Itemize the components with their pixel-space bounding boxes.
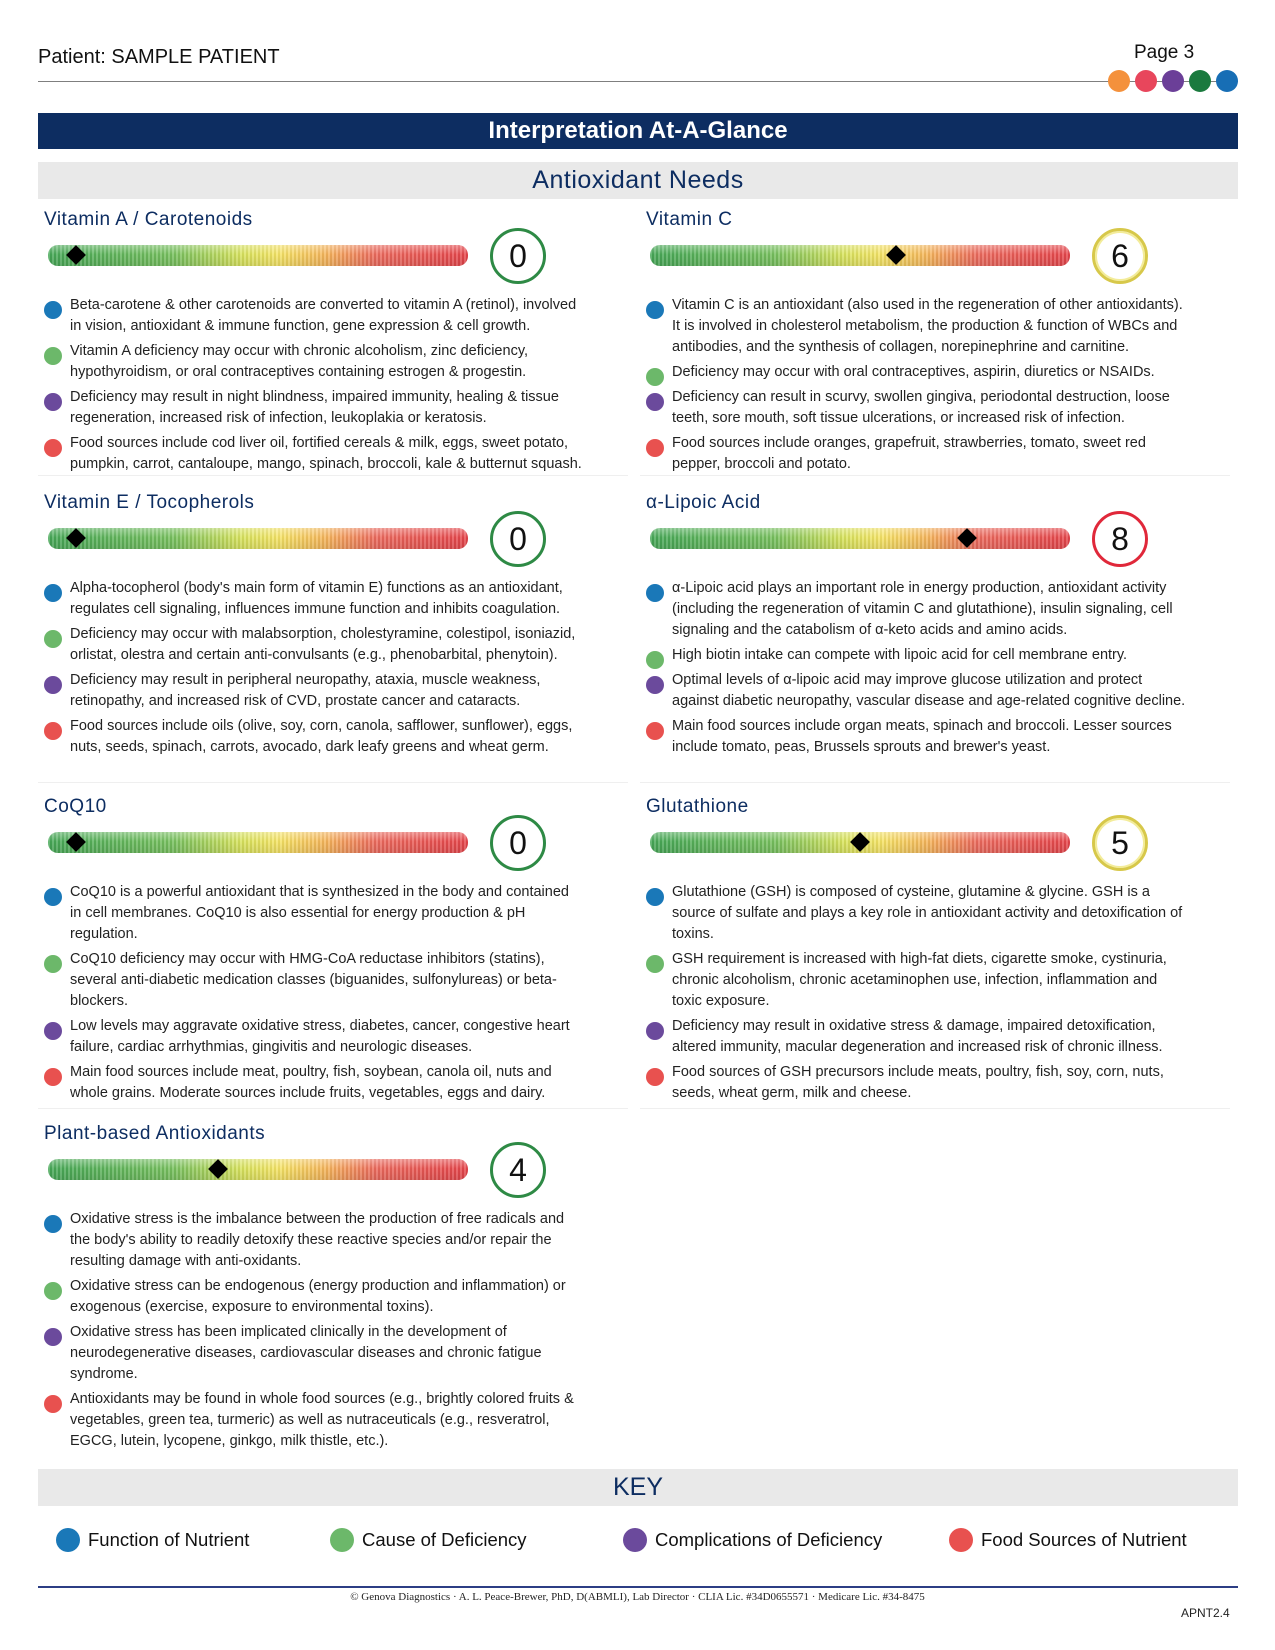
list-item: CoQ10 deficiency may occur with HMG-CoA reductase inhibitors (statins), several anti-diabetic medication classes (biguanides, sulfonylureas) or beta-blockers. <box>44 949 584 1012</box>
key-complications: Complications of Deficiency <box>623 1528 882 1552</box>
list-item: Main food sources include organ meats, spinach and broccoli. Lesser sources include tomato, peas, Brussels sprouts and brewer's yeast. <box>646 716 1186 758</box>
bullet-list <box>44 295 584 479</box>
list-item: Antioxidants may be found in whole food sources (e.g., brightly colored fruits & vegetables, green tea, turmeric) as well as nutraceuticals (e.g., resveratrol, EGCG, lutein, lycopene, ginkgo, milk thistle, etc.). <box>44 1389 584 1452</box>
list-item: Vitamin A deficiency may occur with chronic alcoholism, zinc deficiency, hypothyroidism, or oral contraceptives containing estrogen & progestin. <box>44 341 584 383</box>
bullet-list <box>44 578 584 762</box>
section-title: Vitamin C <box>646 209 733 230</box>
cause-bullet-icon <box>44 1282 62 1300</box>
food-key-icon <box>949 1528 973 1552</box>
header-dot <box>1162 70 1184 92</box>
header-dot <box>1216 70 1238 92</box>
list-item: Optimal levels of α-lipoic acid may improve glucose utilization and protect against diabetic neuropathy, vascular disease and age-related cognitive decline. <box>646 670 1186 712</box>
list-item: Food sources of GSH precursors include meats, poultry, fish, soy, corn, nuts, seeds, wheat germ, milk and cheese. <box>646 1062 1186 1104</box>
key-function: Function of Nutrient <box>56 1528 249 1552</box>
header-dot <box>1108 70 1130 92</box>
list-item: Oxidative stress can be endogenous (energy production and inflammation) or exogenous (exercise, exposure to environmental toxins). <box>44 1276 584 1318</box>
list-item: Glutathione (GSH) is composed of cysteine, glutamine & glycine. GSH is a source of sulfate and plays a key role in antioxidant activity and detoxification of toxins. <box>646 882 1186 945</box>
bullet-list <box>44 882 584 1108</box>
section-divider <box>38 1108 628 1109</box>
bullet-list <box>44 1209 584 1456</box>
cause-bullet-icon <box>44 347 62 365</box>
complication-bullet-icon <box>44 676 62 694</box>
section-divider <box>38 475 628 476</box>
score-bar <box>48 245 468 266</box>
complication-key-icon <box>623 1528 647 1552</box>
score-circle: 0 <box>490 815 546 871</box>
cause-bullet-icon <box>646 955 664 973</box>
list-item: High biotin intake can compete with lipoic acid for cell membrane entry. <box>646 645 1186 666</box>
list-item: Deficiency may occur with oral contraceptives, aspirin, diuretics or NSAIDs. <box>646 362 1186 383</box>
interpretation-banner: Interpretation At-A-Glance <box>38 113 1238 149</box>
document-code: APNT2.4 <box>1181 1606 1230 1620</box>
header-dot <box>1135 70 1157 92</box>
header-divider <box>38 81 1238 82</box>
patient-name: Patient: SAMPLE PATIENT <box>38 46 280 68</box>
score-bar <box>650 245 1070 266</box>
score-circle: 8 <box>1092 511 1148 567</box>
function-bullet-icon <box>44 888 62 906</box>
header-dots <box>1108 70 1242 92</box>
key-food-sources: Food Sources of Nutrient <box>949 1528 1187 1552</box>
food-bullet-icon <box>44 1395 62 1413</box>
section-divider <box>38 782 628 783</box>
list-item: Oxidative stress is the imbalance between the production of free radicals and the body's ability to readily detoxify these reactive species and/or repair the resulting damage with anti-oxidants. <box>44 1209 584 1272</box>
list-item: CoQ10 is a powerful antioxidant that is synthesized in the body and contained in cell membranes. CoQ10 is also essential for energy production & pH regulation. <box>44 882 584 945</box>
list-item: Oxidative stress has been implicated clinically in the development of neurodegenerative diseases, cardiovascular diseases and chronic fatigue syndrome. <box>44 1322 584 1385</box>
list-item: Alpha-tocopherol (body's main form of vitamin E) functions as an antioxidant, regulates cell signaling, influences immune function and inhibits coagulation. <box>44 578 584 620</box>
function-bullet-icon <box>646 301 664 319</box>
header-dot <box>1189 70 1211 92</box>
complication-bullet-icon <box>44 1328 62 1346</box>
list-item: Deficiency may result in oxidative stress & damage, impaired detoxification, altered immunity, macular degeneration and increased risk of chronic illness. <box>646 1016 1186 1058</box>
complication-bullet-icon <box>44 1022 62 1040</box>
complication-bullet-icon <box>646 676 664 694</box>
cause-key-icon <box>330 1528 354 1552</box>
list-item: Deficiency may result in peripheral neuropathy, ataxia, muscle weakness, retinopathy, and increased risk of CVD, prostate cancer and cataracts. <box>44 670 584 712</box>
cause-bullet-icon <box>44 630 62 648</box>
score-bar <box>48 832 468 853</box>
list-item: GSH requirement is increased with high-fat diets, cigarette smoke, cystinuria, chronic alcoholism, chronic acetaminophen use, infection, inflammation and toxic exposure. <box>646 949 1186 1012</box>
list-item: Low levels may aggravate oxidative stress, diabetes, cancer, congestive heart failure, cardiac arrhythmias, gingivitis and neurologic diseases. <box>44 1016 584 1058</box>
section-divider <box>640 782 1230 783</box>
list-item: Main food sources include meat, poultry, fish, soybean, canola oil, nuts and whole grains. Moderate sources include fruits, vegetables, eggs and dairy. <box>44 1062 584 1104</box>
section-title: Glutathione <box>646 796 749 817</box>
bullet-list <box>646 882 1186 1108</box>
section-title: Vitamin E / Tocopherols <box>44 492 255 513</box>
footer-credits: © Genova Diagnostics · A. L. Peace-Brewer, PhD, D(ABMLI), Lab Director · CLIA Lic. #34D0655571 · Medicare Lic. #34-8475 <box>350 1591 925 1603</box>
section-title: CoQ10 <box>44 796 107 817</box>
bullet-list <box>646 578 1186 762</box>
score-circle: 6 <box>1092 228 1148 284</box>
bullet-list <box>646 295 1186 479</box>
section-divider <box>640 475 1230 476</box>
food-bullet-icon <box>646 439 664 457</box>
section-title: Vitamin A / Carotenoids <box>44 209 253 230</box>
footer-divider <box>38 1586 1238 1588</box>
section-title: Plant-based Antioxidants <box>44 1123 266 1144</box>
function-bullet-icon <box>646 888 664 906</box>
list-item: Deficiency may occur with malabsorption, cholestyramine, colestipol, isoniazid, orlistat, olestra and certain anti-convulsants (e.g., phenobarbital, phenytoin). <box>44 624 584 666</box>
list-item: Food sources include cod liver oil, fortified cereals & milk, eggs, sweet potato, pumpkin, carrot, cantaloupe, mango, spinach, broccoli, kale & butternut squash. <box>44 433 584 475</box>
function-bullet-icon <box>646 584 664 602</box>
food-bullet-icon <box>646 722 664 740</box>
function-bullet-icon <box>44 301 62 319</box>
cause-bullet-icon <box>646 368 664 386</box>
complication-bullet-icon <box>44 393 62 411</box>
score-bar <box>48 1159 468 1180</box>
cause-bullet-icon <box>44 955 62 973</box>
function-bullet-icon <box>44 584 62 602</box>
food-bullet-icon <box>44 722 62 740</box>
score-circle: 0 <box>490 228 546 284</box>
list-item: Food sources include oranges, grapefruit, strawberries, tomato, sweet red pepper, broccoli and potato. <box>646 433 1186 475</box>
list-item: Vitamin C is an antioxidant (also used in the regeneration of other antioxidants). It is involved in cholesterol metabolism, the production & function of WBCs and antibodies, and the synthesis of collagen, norepinephrine and carnitine. <box>646 295 1186 358</box>
function-bullet-icon <box>44 1215 62 1233</box>
food-bullet-icon <box>646 1068 664 1086</box>
list-item: Beta-carotene & other carotenoids are converted to vitamin A (retinol), involved in vision, antioxidant & immune function, gene expression & cell growth. <box>44 295 584 337</box>
cause-bullet-icon <box>646 651 664 669</box>
complication-bullet-icon <box>646 393 664 411</box>
function-key-icon <box>56 1528 80 1552</box>
list-item: Deficiency can result in scurvy, swollen gingiva, periodontal destruction, loose teeth, sore mouth, soft tissue ulcerations, or increased risk of infection. <box>646 387 1186 429</box>
list-item: Deficiency may result in night blindness, impaired immunity, healing & tissue regeneration, increased risk of infection, leukoplakia or keratosis. <box>44 387 584 429</box>
complication-bullet-icon <box>646 1022 664 1040</box>
score-bar <box>48 528 468 549</box>
list-item: Food sources include oils (olive, soy, corn, canola, safflower, sunflower), eggs, nuts, seeds, spinach, carrots, avocado, dark leafy greens and wheat germ. <box>44 716 584 758</box>
food-bullet-icon <box>44 439 62 457</box>
list-item: α-Lipoic acid plays an important role in energy production, antioxidant activity (including the regeneration of vitamin C and glutathione), insulin signaling, cell signaling and the catabolism of α-keto acids and amino acids. <box>646 578 1186 641</box>
page-number: Page 3 <box>1134 42 1195 63</box>
key-cause: Cause of Deficiency <box>330 1528 527 1552</box>
score-circle: 0 <box>490 511 546 567</box>
score-circle: 4 <box>490 1142 546 1198</box>
section-title: α-Lipoic Acid <box>646 492 761 513</box>
score-bar <box>650 528 1070 549</box>
antioxidant-needs-heading: Antioxidant Needs <box>38 162 1238 199</box>
section-divider <box>640 1108 1230 1109</box>
score-circle: 5 <box>1092 815 1148 871</box>
food-bullet-icon <box>44 1068 62 1086</box>
key-heading: KEY <box>38 1469 1238 1506</box>
